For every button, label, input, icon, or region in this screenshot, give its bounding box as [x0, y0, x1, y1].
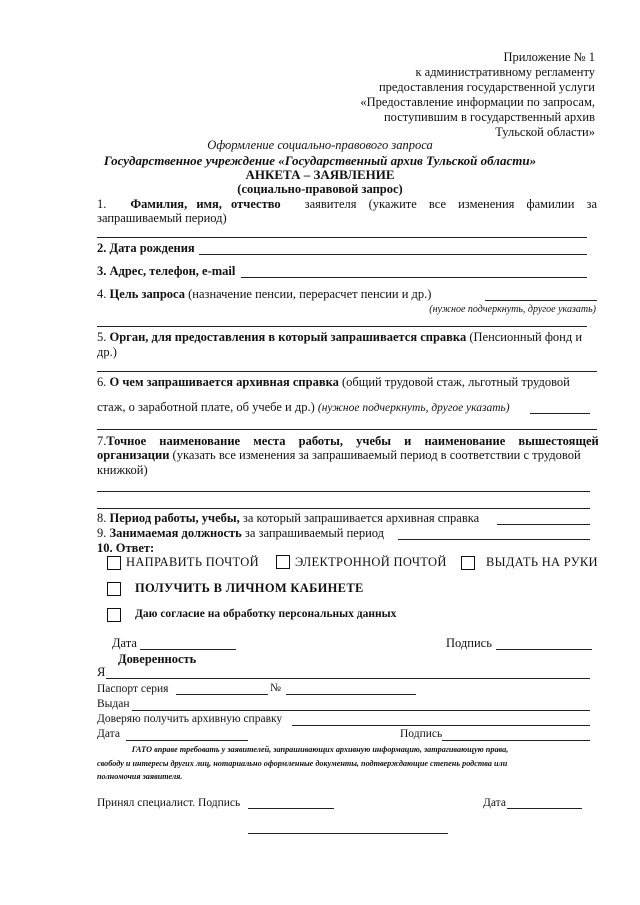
field-6-hint: (нужное подчеркнуть, другое указать) [317, 402, 510, 414]
issued-label: Выдан [97, 698, 130, 710]
field-8-rest: за который запрашивается архивная справка [242, 511, 480, 525]
option-email-label: ЭЛЕКТРОННОЙ ПОЧТОЙ [295, 555, 447, 569]
option-mail-label: НАПРАВИТЬ ПОЧТОЙ [126, 555, 259, 569]
note-line-1: ГАТО вправе требовать у заявителей, запрашивающих архивную информацию, затрагивающую права, [131, 745, 509, 754]
power-signature-line[interactable] [442, 740, 590, 741]
field-2-label: 2. Дата рождения [97, 241, 195, 255]
power-signature-label: Подпись [400, 728, 443, 740]
field-1-bold: Фамилия, имя, отчество [130, 197, 281, 211]
option-email-checkbox[interactable] [276, 555, 290, 569]
field-7-bold2: организации [97, 448, 170, 462]
trust-label: Доверяю получить архивную справку [97, 713, 283, 725]
field-7-rest2: (указать все изменения за запрашиваемый период в соответствии с трудовой [172, 448, 581, 462]
page-subtitle: (социально-правовой запрос) [237, 182, 403, 196]
appendix-block [360, 50, 595, 140]
power-date-line[interactable] [126, 740, 248, 741]
footer-date-line[interactable] [507, 808, 582, 809]
sign-signature-line[interactable] [496, 649, 592, 650]
contacts-input-line[interactable] [241, 277, 587, 278]
field-6-label [97, 375, 570, 390]
option-hand-label: ВЫДАТЬ НА РУКИ [486, 555, 598, 569]
field-8-label [97, 511, 479, 526]
field-4-bold: Цель запроса [109, 287, 185, 301]
field-4-rest: (назначение пенсии, перерасчет пенсии и др.) [188, 287, 432, 301]
field-1-rest: заявителя (укажите все изменения фамилии за [304, 197, 597, 211]
field-4-label [97, 287, 431, 302]
accepted-signature-line[interactable] [248, 808, 334, 809]
accepted-label: Принял специалист. Подпись [97, 797, 241, 809]
field-7-line3: книжкой) [97, 463, 148, 477]
footer-date-label: Дата [483, 797, 506, 809]
passport-num-label: № [270, 682, 281, 694]
field-7-label [97, 434, 597, 449]
organ-input-line[interactable] [97, 371, 597, 372]
sign-date-label: Дата [112, 636, 137, 650]
field-8-num: 8. [97, 511, 107, 525]
workplace-input-line-2[interactable] [97, 508, 590, 509]
field-5-bold: Орган, для предоставления в который запрашивается справка [109, 330, 467, 344]
field-6-num: 6. [97, 375, 107, 389]
field-1-line2: запрашиваемый период) [97, 211, 227, 225]
birthdate-input-line[interactable] [199, 254, 587, 255]
field-3-label: 3. Адрес, телефон, e-mail [97, 264, 236, 278]
field-7-num: 7. [97, 434, 107, 448]
field-6-line2 [97, 400, 510, 416]
trust-line[interactable] [292, 725, 590, 726]
power-title: Доверенность [118, 652, 197, 666]
field-4-hint: (нужное подчеркнуть, другое указать) [429, 304, 596, 315]
form-subtitle: Оформление социально-правового запроса [207, 138, 433, 152]
field-10-label: 10. Ответ: [97, 541, 155, 555]
bottom-line [248, 833, 448, 834]
appendix-line: предоставления государственной услуги [378, 80, 595, 94]
note-line-3: полномочия заявителя. [97, 772, 183, 781]
passport-num-line[interactable] [286, 694, 416, 695]
period-input-line[interactable] [497, 524, 590, 525]
field-9-bold: Занимаемая должность [109, 526, 242, 540]
appendix-line: Тульской области» [495, 125, 595, 139]
passport-series-line[interactable] [176, 694, 268, 695]
field-4-num: 4. [97, 287, 107, 301]
consent-label: Даю согласие на обработку персональных данных [135, 608, 397, 620]
option-cabinet-checkbox[interactable] [107, 582, 121, 596]
field-8-bold: Период работы, учебы, [109, 511, 240, 525]
field-6-line2-text: стаж, о заработной плате, об учебе и др.) [97, 400, 315, 414]
purpose-input-line-2[interactable] [97, 326, 587, 327]
field-1-label [97, 197, 597, 212]
appendix-line: к административному регламенту [415, 65, 595, 79]
field-7-line2 [97, 448, 581, 463]
field-5-rest: (Пенсионный фонд и [469, 330, 583, 344]
field-9-label [97, 526, 384, 541]
field-1-num: 1. [97, 197, 107, 211]
passport-label: Паспорт серия [97, 683, 169, 695]
workplace-input-line[interactable] [97, 491, 590, 492]
note-line-2: свободу и интересы других лиц, нотариально оформленные документы, подтверждающие степень родства или [97, 759, 508, 768]
option-hand-checkbox[interactable] [461, 556, 475, 570]
appendix-line: поступившим в государственный архив [383, 110, 595, 124]
power-name-line[interactable] [106, 678, 590, 679]
power-i-label: Я [97, 665, 106, 679]
organization-name: Государственное учреждение «Государственный архив Тульской области» [103, 153, 537, 168]
archive-ref-input-line[interactable] [530, 413, 590, 414]
field-6-bold: О чем запрашивается архивная справка [109, 375, 339, 389]
sign-date-line[interactable] [140, 649, 236, 650]
sign-signature-label: Подпись [446, 636, 492, 650]
field-5-num: 5. [97, 330, 107, 344]
option-mail-checkbox[interactable] [107, 556, 121, 570]
issued-line[interactable] [132, 710, 590, 711]
field-9-rest: за запрашиваемый период [244, 526, 385, 540]
position-input-line[interactable] [398, 539, 590, 540]
field-7-bold: Точное наименование места работы, учебы и наименование вышестоящей [106, 434, 599, 448]
appendix-line: «Предоставление информации по запросам, [360, 95, 595, 109]
field-1-input-line[interactable] [97, 237, 587, 238]
archive-ref-input-line-2[interactable] [97, 429, 597, 430]
appendix-line: Приложение № 1 [503, 50, 595, 64]
purpose-input-line[interactable] [485, 300, 597, 301]
field-6-rest: (общий трудовой стаж, льготный трудовой [341, 375, 570, 389]
field-9-num: 9. [97, 526, 107, 540]
field-5-label [97, 330, 582, 345]
option-cabinet-label: ПОЛУЧИТЬ В ЛИЧНОМ КАБИНЕТЕ [135, 581, 364, 595]
consent-checkbox[interactable] [107, 608, 121, 622]
power-date-label: Дата [97, 728, 120, 740]
field-5-line2: др.) [97, 345, 117, 359]
page-title: АНКЕТА – ЗАЯВЛЕНИЕ [245, 167, 395, 182]
